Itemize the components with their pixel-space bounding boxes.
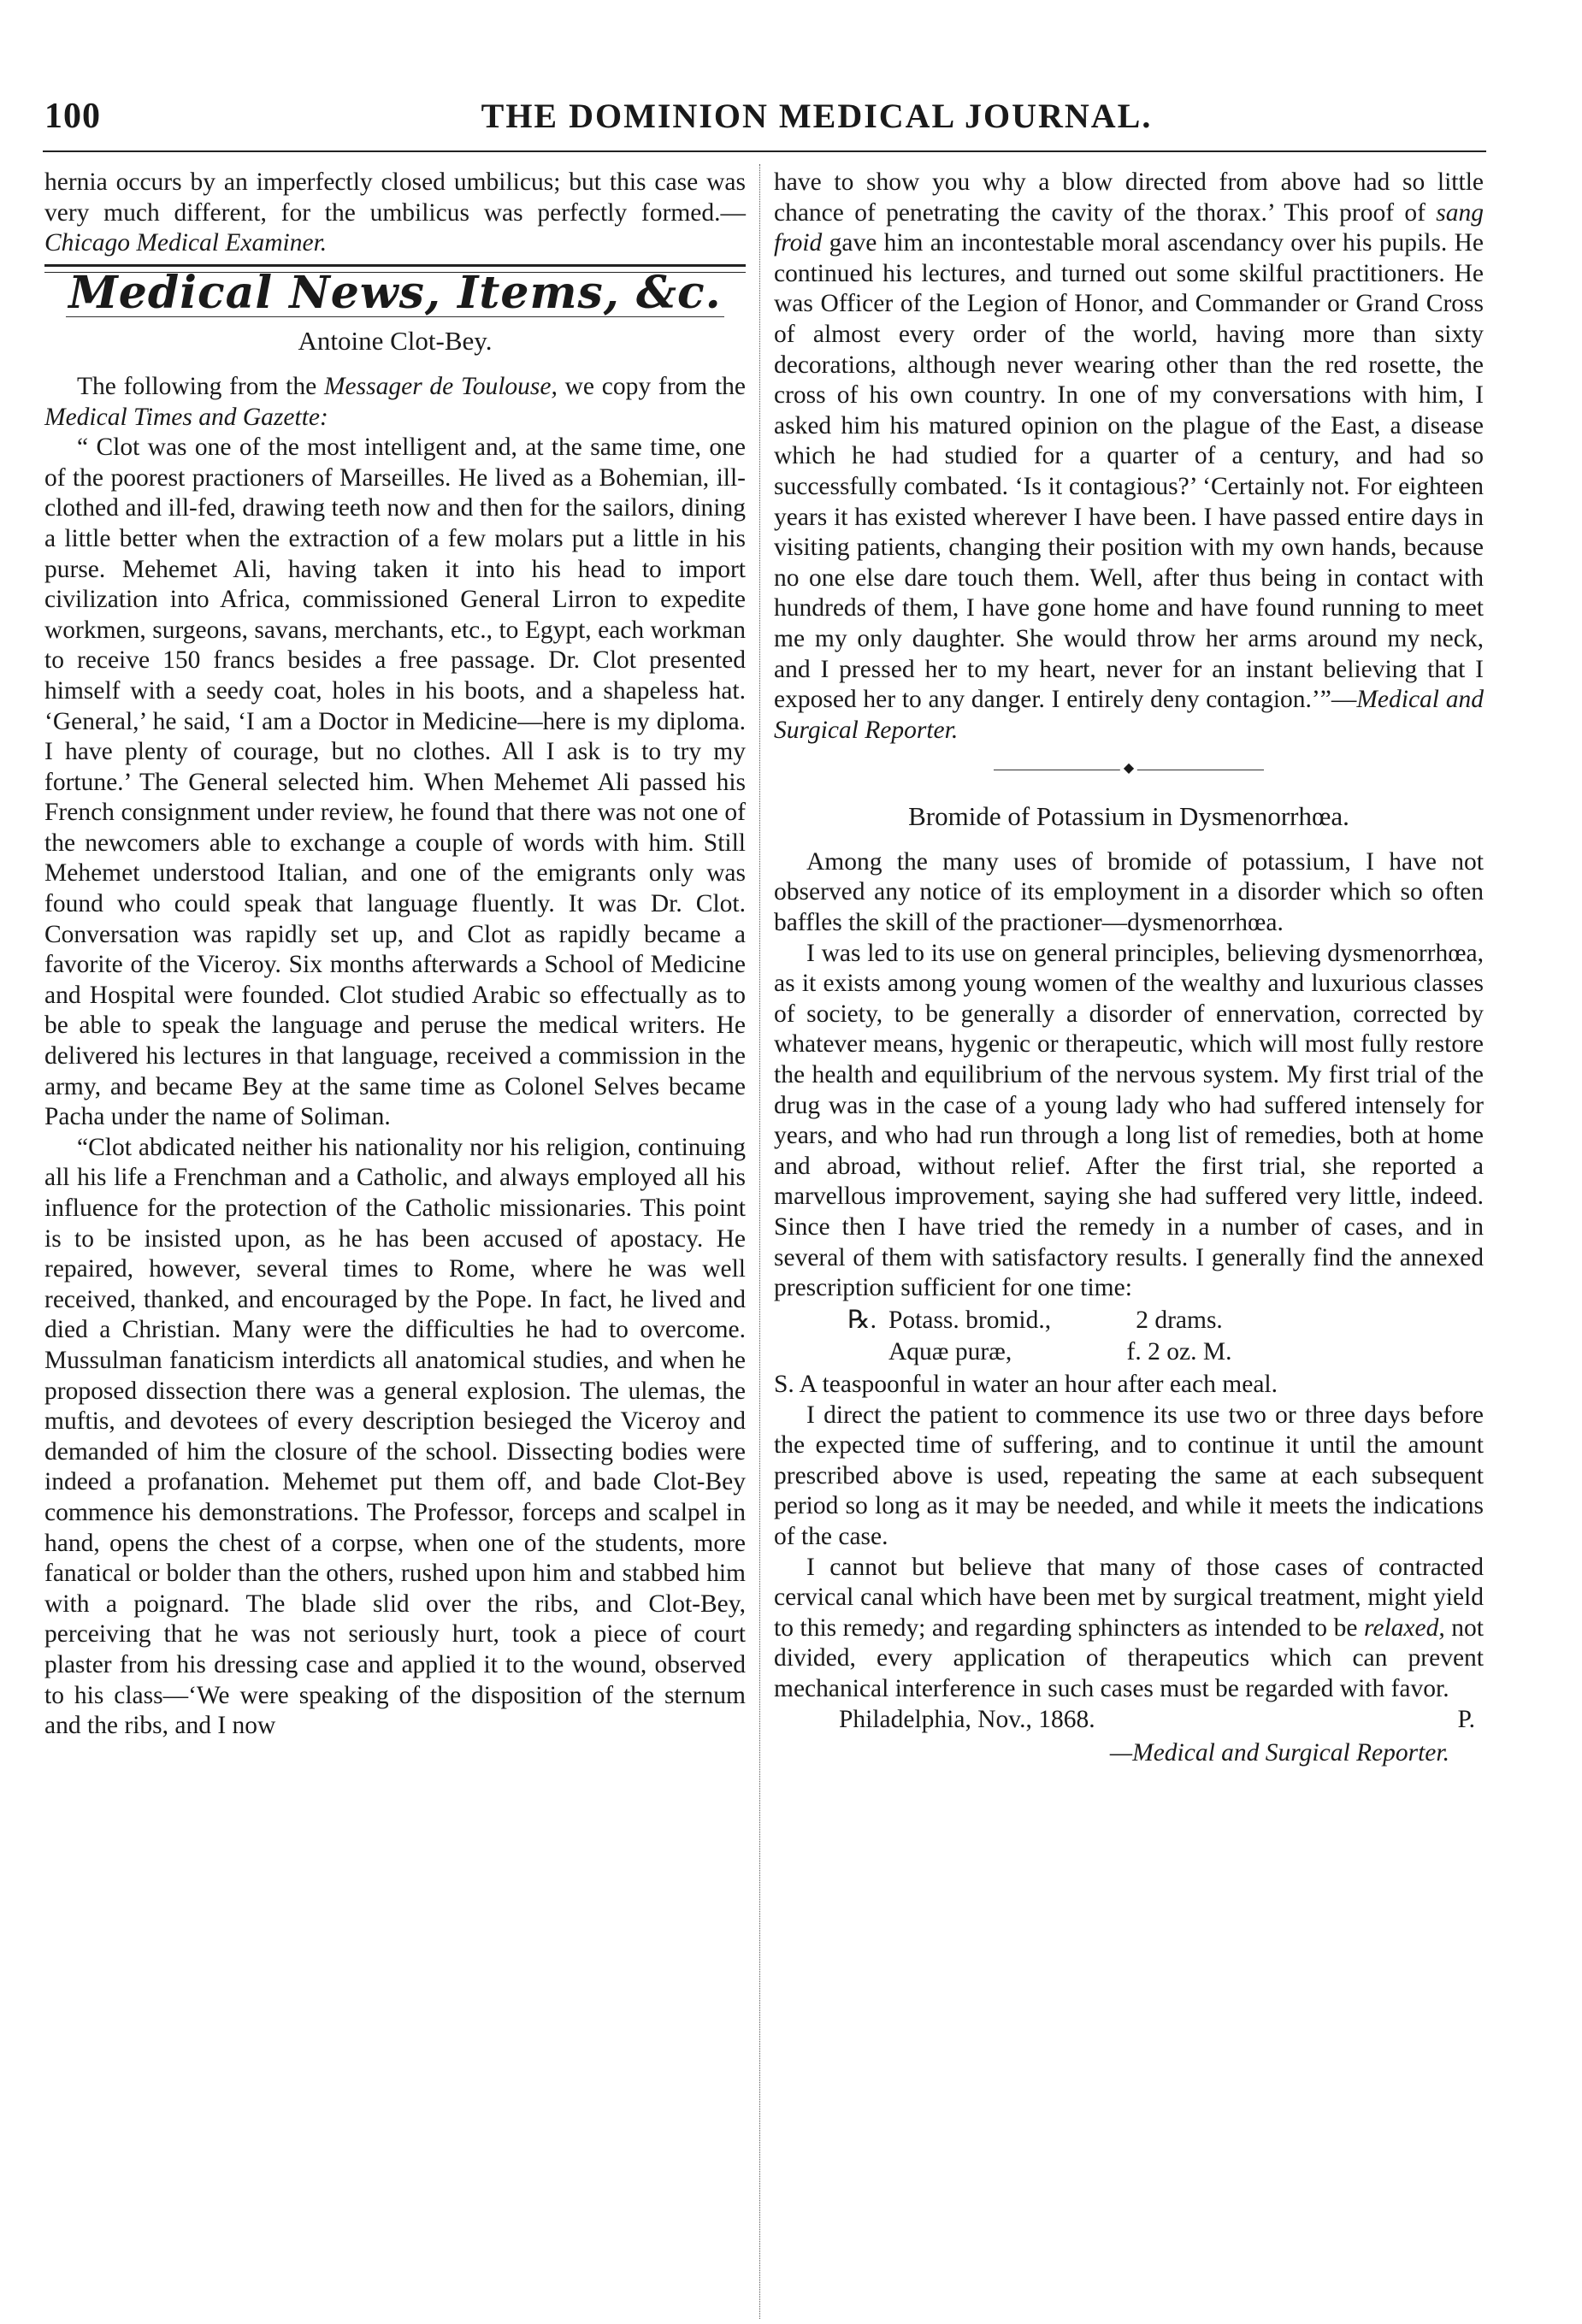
para4-italic: relaxed, [1363, 1613, 1445, 1642]
prescription-symbol: ℞. [847, 1306, 877, 1334]
clot-paragraph-1: “ Clot was one of the most intelligent and, at the same time, one of the poorest practioners of Marseilles. He lived as a Bohemian, ill-clothed and ill-fed, drawing teeth now and then for the sailors, dining a little better when the extraction of a few molars put a little in his purse. Mehemet Ali, having taken it into his head to import civilization into Africa, commissioned General Lirron to expedite workmen, surgeons, savans, merchants, etc., to Egypt, each workman to receive 150 francs besides a free passage. Dr. Clot presented himself with a seedy coat, holes in his boots, and a shapeless hat. ‘General,’ he said, ‘I am a Doctor in Medicine—here is my diploma. I have plenty of courage, but no clothes. All I ask is to try my fortune.’ The General selected him. When Mehemet Ali passed his French consignment under review, he found that there was not one of the newcomers able to exchange a couple of words with him. Still Mehemet understood Italian, and one of the emigrants only was found who could speak that language fluently. It was Dr. Clot. Conversation was rapidly set up, and Clot as rapidly became a favorite of the Viceroy. Six months afterwards a School of Medicine and Hospital were founded. Clot studied Arabic so effectually as to be able to speak the language and peruse the medical writers. He delivered his lectures in that language, received a commission in the army, and became Bey at the same time as Colonel Selves became Pacha under the name of Soliman. [44, 434, 746, 1131]
continuation-text-2: gave him an incontestable moral ascendancy over his pupils. He continued his lectures, and turned out some skilful practitioners. He was Officer of the Legion of Honor, and Commander or Grand Cross of almost every order of the world, having more than sixty decorations, although never wearing other than the red rosette, the cross of his own country. In one of my conversations with him, I asked him his matured opinion on the plague of the East, a disease which he had studied for a quarter of a century, and had so successfully combated. ‘Is it contagious?’ ‘Certainly not. For eighteen years it has existed wherever I have been. I have passed entire days in visiting patients, changing their position with my own hands, because no one else dare touch them. Well, after thus being in contact with hundreds of them, I have gone home and have found running to meet me my only daughter. She would throw her arms around my neck, and I pressed her to my heart, never for an instant believing that I exposed her to any danger. I entirely deny contagion.’”— [774, 229, 1484, 714]
signature-line [774, 1705, 1484, 1736]
bromide-paragraph-4 [774, 1553, 1484, 1705]
prescription-qty-2: f. 2 oz. M. [1126, 1338, 1232, 1366]
section-title: Medical News, Items, &c. [68, 266, 722, 319]
intro-source-2: Medical Times and Gazette: [44, 403, 328, 431]
para4-text-2: not divided, every application of therapeutics which can prevent mechanical interference in such cases must be regarded with favor. [774, 1613, 1484, 1702]
continuation-italic: sang froid [774, 198, 1484, 257]
intro-text-1: The following from the [77, 372, 324, 400]
prescription-drug-1: Potass. bromid., [888, 1306, 1052, 1334]
prescription-line-2 [774, 1337, 1484, 1368]
article-title-clot-bey: Antoine Clot-Bey. [298, 326, 493, 357]
page-number: 100 [44, 97, 101, 136]
continuation-source: Medical and Surgical Reporter. [774, 686, 1484, 744]
prescription-directions: S. A teaspoonful in water an hour after each meal. [774, 1370, 1278, 1398]
continuation-text-1: have to show you why a blow directed from above had so little chance of penetrating the cavity of the thorax.’ This proof of [774, 168, 1484, 227]
prescription-drug-2: Aquæ puræ, [888, 1338, 1012, 1366]
bromide-paragraph-3: I direct the patient to commence its use two or three days before the expected time of suffering, and to continue it until the amount prescribed above is used, repeating the same at each subsequent period so long as it may be needed, and while it meets the indications of the case. [774, 1401, 1484, 1550]
bromide-paragraph-1: Among the many uses of bromide of potassium, I have not observed any notice of its employment in a disorder which so often baffles the skill of the practioner—dysmenorrhœa. [774, 847, 1484, 937]
carryover-source: Chicago Medical Examiner. [44, 229, 328, 257]
place-date: Philadelphia, Nov., 1868. [839, 1705, 1095, 1733]
clot-paragraph-2: “Clot abdicated neither his nationality nor his religion, continuing all his life a Frenchman and a Catholic, and always employed all his influence for the protection of the Catholic missionaries. This point is to be insisted upon, as he has been accused of apostacy. He repaired, however, several times to Rome, where he was well received, thanked, and encouraged by the Pope. In fact, he lived and died a Christian. Many were the difficulties he had to overcome. Mussulman fanaticism interdicts all anatomical studies, and when he proposed dissection there was a general explosion. The ulemas, the muftis, and devotees of every description besieged the Viceroy and demanded of him the closure of the school. Dissecting bodies were indeed a profanation. Mehemet put them off, and bade Clot-Bey commence his demonstrations. The Professor, forceps and scalpel in hand, opens the chest of a corpse, when one of the students, more fanatical or bolder than the others, rushed upon him and stabbed him with a poignard. The blade slid over the ribs, and Clot-Bey, perceiving that he was not seriously hurt, took a piece of court plaster from his dressing case and applied it to the wound, observed to his class—‘We were speaking of the disposition of the sternum and the ribs, and I now [44, 1133, 746, 1740]
carryover-text: hernia occurs by an imperfectly closed umbilicus; but this case was very much different, for the umbilicus was perfectly formed.— [44, 168, 746, 227]
intro-source-1: Messager de Toulouse, [323, 372, 558, 400]
bromide-paragraph-2: I was led to its use on general principles, believing dysmenorrhœa, as it exists among young women of the wealthy and luxurious classes of society, to be generally a disorder of ennervation, corrected by whatever means, hygenic or therapeutic, which will most fully restore the health and equilibrium of the nervous system. My first trial of the drug was in the case of a young lady who had suffered intensely for years, and who had run through a long list of remedies, both at home and abroad, without relief. After the first trial, she reported a marvellous improvement, saying she had suffered very little, indeed. Since then I have tried the remedy in a number of cases, and in several of them with satisfactory results. I generally find the annexed prescription sufficient for one time: [774, 939, 1484, 1302]
clot-continuation [774, 168, 1484, 746]
prescription-qty-1: 2 drams. [1136, 1306, 1223, 1334]
article-credit: —Medical and Surgical Reporter. [1109, 1739, 1449, 1767]
separator-diamond-icon: ◆ [1120, 760, 1137, 777]
para4-text-1: I cannot but believe that many of those cases of contracted cervical canal which have been met by surgical treatment, might yield to this remedy; and regarding sphincters as intended to be [774, 1553, 1484, 1642]
left-column [44, 168, 746, 1742]
article-title-bromide: Bromide of Potassium in Dysmenorrhœa. [908, 801, 1349, 832]
signature-initial: P. [1457, 1705, 1475, 1733]
carryover-paragraph [44, 168, 746, 259]
right-column [774, 168, 1484, 1769]
column-divider [759, 164, 760, 2319]
intro-paragraph [44, 372, 746, 433]
intro-text-2: we copy from the [557, 372, 747, 400]
journal-title: THE DOMINION MEDICAL JOURNAL. [481, 97, 1153, 135]
header-rule [43, 150, 1486, 152]
prescription-line-1 [774, 1306, 1484, 1336]
